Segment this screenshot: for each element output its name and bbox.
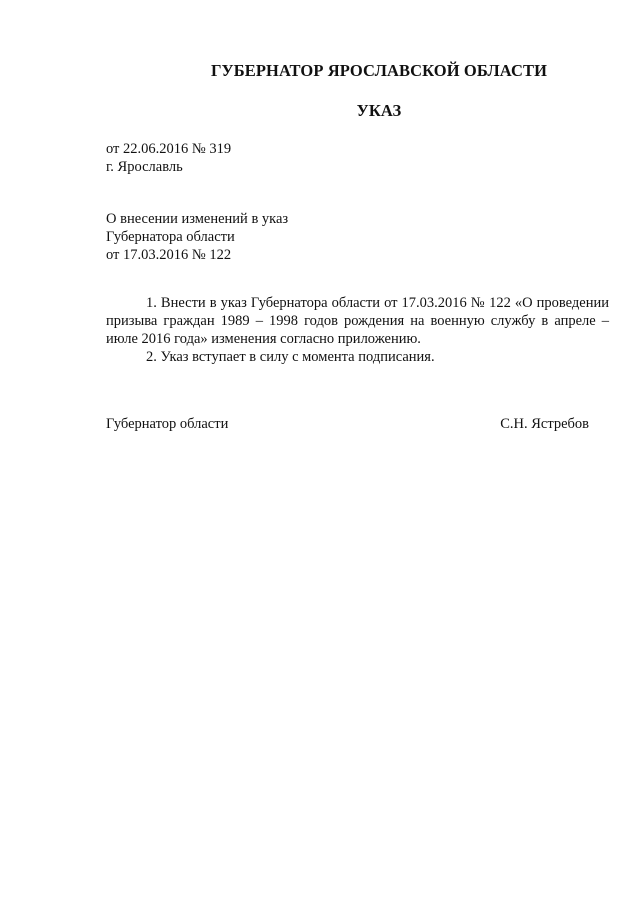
signatory-name: С.Н. Ястребов — [500, 416, 589, 432]
date-number: от 22.06.2016 № 319 — [106, 141, 232, 157]
document-subject — [106, 210, 288, 264]
signature-block — [106, 415, 589, 433]
document-title: ГУБЕРНАТОР ЯРОСЛАВСКОЙ ОБЛАСТИ — [210, 61, 548, 80]
city: г. Ярославль — [106, 159, 183, 175]
body-paragraph: 2. Указ вступает в силу с момента подписания. — [146, 349, 435, 365]
document-body — [106, 294, 609, 366]
subject-line: О внесении изменений в указ — [106, 211, 289, 227]
subject-line: Губернатора области — [106, 229, 235, 245]
subject-line: от 17.03.2016 № 122 — [106, 247, 232, 263]
document-type: УКАЗ — [356, 101, 402, 120]
signatory-position: Губернатор области — [106, 416, 229, 432]
body-paragraph: 1. Внести в указ Губернатора области от 17.03.2016 № 122 «О проведении призыва граждан 1989 – 1998 годов рождения на военную службу в апреле – июле 2016 года» изменения согласно приложению. — [106, 295, 609, 347]
document-meta — [106, 140, 231, 176]
